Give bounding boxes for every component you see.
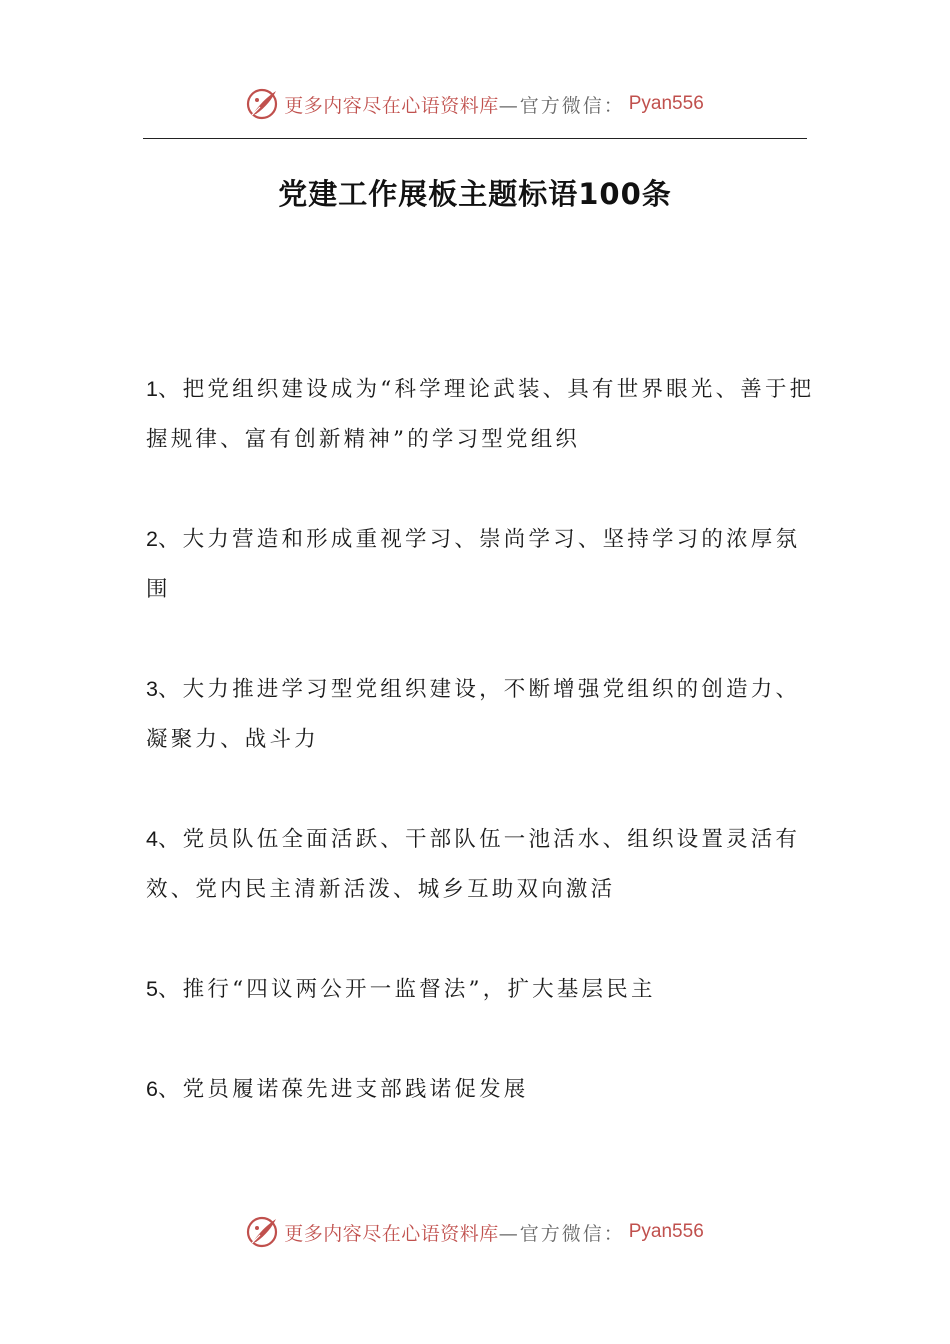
list-item: [146, 1064, 822, 1115]
feather-pen-logo-icon: [246, 87, 280, 121]
item-text: 、推行“四议两公开一监督法”，扩大基层民主: [157, 977, 656, 1002]
watermark-wechat-id: Pyan556: [628, 1221, 704, 1242]
item-number: 6: [146, 1077, 158, 1101]
item-text: 、大力推进学习型党组织建设，不断增强党组织的创造力、凝聚力、战斗力: [146, 677, 801, 752]
item-number: 3: [146, 677, 158, 701]
document-title: 党建工作展板主题标语100条: [278, 177, 672, 211]
header-watermark: [0, 84, 950, 124]
watermark-separator: —官方微信：: [498, 94, 625, 117]
item-number: 1: [146, 377, 158, 401]
watermark-separator: —官方微信：: [498, 1222, 625, 1245]
header-divider: [143, 138, 807, 139]
list-item: [146, 964, 822, 1015]
item-number: 2: [146, 527, 158, 551]
watermark-main-text: 更多内容尽在心语资料库: [284, 94, 499, 117]
watermark-wechat-id: Pyan556: [628, 93, 704, 114]
item-text: 、大力营造和形成重视学习、崇尚学习、坚持学习的浓厚氛围: [146, 527, 801, 602]
footer-watermark: [0, 1212, 950, 1252]
slogan-list: [146, 364, 822, 1164]
list-item: [146, 664, 822, 765]
list-item: [146, 514, 822, 615]
feather-pen-logo-icon: [246, 1215, 280, 1249]
item-text: 、党员履诺葆先进支部践诺促发展: [157, 1077, 529, 1102]
watermark-main-text: 更多内容尽在心语资料库: [284, 1222, 499, 1245]
item-number: 4: [146, 827, 158, 851]
list-item: [146, 814, 822, 915]
list-item: [146, 364, 822, 465]
item-number: 5: [146, 977, 158, 1001]
item-text: 、党员队伍全面活跃、干部队伍一池活水、组织设置灵活有效、党内民主清新活泼、城乡互助双向激活: [146, 827, 801, 902]
item-text: 、把党组织建设成为“科学理论武装、具有世界眼光、善于把握规律、富有创新精神”的学习型党组织: [146, 377, 815, 452]
